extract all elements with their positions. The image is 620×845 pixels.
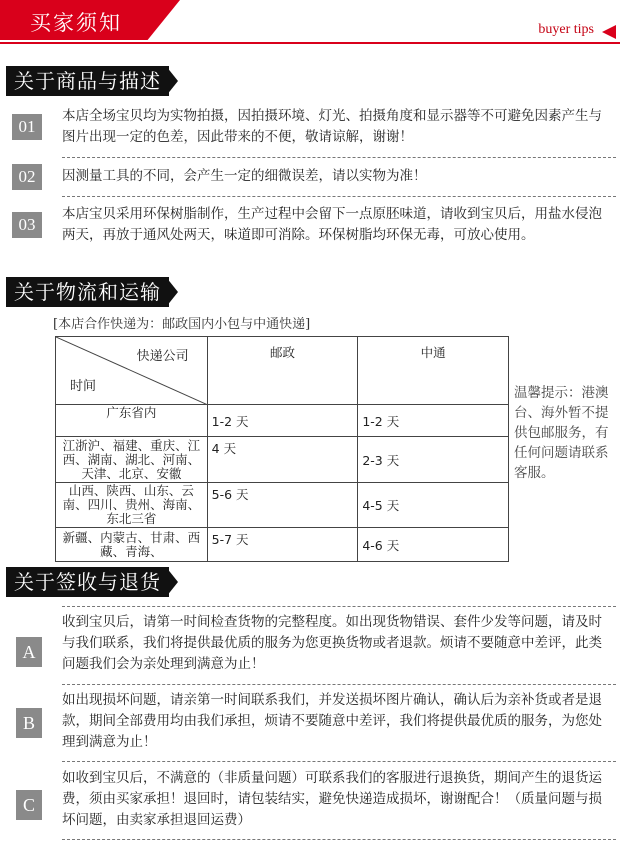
product-item-text: 因测量工具的不同，会产生一定的细微误差，请以实物为准！ [62, 168, 427, 184]
left-arrow-icon [602, 25, 616, 39]
section-title-arrow-icon [166, 277, 178, 307]
section-title-returns: 关于签收与退货 [6, 567, 169, 597]
dashed-divider [62, 761, 616, 762]
time-cell: 2-3 天 [358, 437, 509, 483]
item-number-badge: 01 [12, 114, 42, 140]
item-letter-badge: B [16, 708, 42, 738]
time-cell: 4 天 [207, 437, 358, 483]
returns-item-text: 收到宝贝后，请第一时间检查货物的完整程度。如出现货物错误、套件少发等问题，请及时与我们联系，我们将提供最优质的服务为您更换货物或者退款。烦请不要随意中差评，此类问题我们会为亲处理到满意为止！ [62, 614, 602, 672]
item-letter-badge: C [16, 790, 42, 820]
returns-item-text: 如收到宝贝后，不满意的（非质量问题）可联系我们的客服进行退换货，期间产生的退货运费，须由买家承担！退回时，请包装结实，避免快递造成损坏，谢谢配合！（质量问题与损坏问题，由卖家承担退回运费） [62, 770, 602, 828]
returns-item-text: 如出现损坏问题，请亲第一时间联系我们，并发送损坏图片确认，确认后为亲补货或者是退款，期间全部费用均由我们承担，烦请不要随意中差评，我们将提供最优质的服务，为您处理到满意为止！ [62, 692, 602, 750]
dashed-divider [62, 684, 616, 685]
header-divider [0, 42, 620, 44]
dashed-divider [62, 606, 616, 607]
time-cell: 5-6 天 [207, 483, 358, 528]
time-cell: 5-7 天 [207, 528, 358, 562]
product-item-text: 本店全场宝贝均为实物拍摄，因拍摄环境、灯光、拍摄角度和显示器等不可避免因素产生与图片出现一定的色差，因此带来的不便，敬请谅解，谢谢！ [62, 108, 602, 145]
dashed-divider [62, 196, 616, 197]
time-cell: 4-5 天 [358, 483, 509, 528]
table-row [56, 483, 509, 528]
dashed-divider [62, 157, 616, 158]
column-header: 中通 [358, 337, 509, 405]
region-cell: 山西、陕西、山东、云南、四川、贵州、海南、东北三省 [56, 483, 208, 528]
time-cell: 1-2 天 [358, 405, 509, 437]
time-cell: 1-2 天 [207, 405, 358, 437]
item-number-badge: 03 [12, 212, 42, 238]
section-title-arrow-icon [166, 66, 178, 96]
section-title-logistics: 关于物流和运输 [6, 277, 169, 307]
item-number-badge: 02 [12, 164, 42, 190]
carrier-note: [本店合作快递为：邮政国内小包与中通快递] [53, 317, 311, 332]
shipping-time-table [55, 336, 509, 562]
header-title: 买家须知 [30, 11, 122, 35]
region-cell: 新疆、内蒙古、甘肃、西藏、青海、 [56, 528, 208, 562]
buyer-tips-label: buyer tips [538, 22, 594, 37]
table-corner-cell [56, 337, 208, 405]
section-title-arrow-icon [166, 567, 178, 597]
item-letter-badge: A [16, 637, 42, 667]
dashed-divider [62, 839, 616, 840]
section-title-product: 关于商品与描述 [6, 66, 169, 96]
table-header-row [56, 337, 509, 405]
product-item-text: 本店宝贝采用环保树脂制作，生产过程中会留下一点原胚味道，请收到宝贝后，用盐水侵泡两天，再放于通风处两天，味道即可消除。环保树脂均环保无毒，可放心使用。 [62, 206, 602, 243]
corner-label-carrier: 快递公司 [136, 349, 189, 364]
table-row [56, 437, 509, 483]
region-cell: 江浙沪、福建、重庆、江西、湖南、湖北、河南、天津、北京、安徽 [56, 437, 208, 483]
region-cell: 广东省内 [56, 405, 208, 437]
time-cell: 4-6 天 [358, 528, 509, 562]
corner-label-time: 时间 [70, 379, 97, 394]
warm-tip: 温馨提示：港澳台、海外暂不提供包邮服务，有任何问题请联系客服。 [514, 385, 609, 481]
header-banner [0, 0, 620, 46]
column-header: 邮政 [207, 337, 358, 405]
table-row [56, 405, 509, 437]
table-row [56, 528, 509, 562]
